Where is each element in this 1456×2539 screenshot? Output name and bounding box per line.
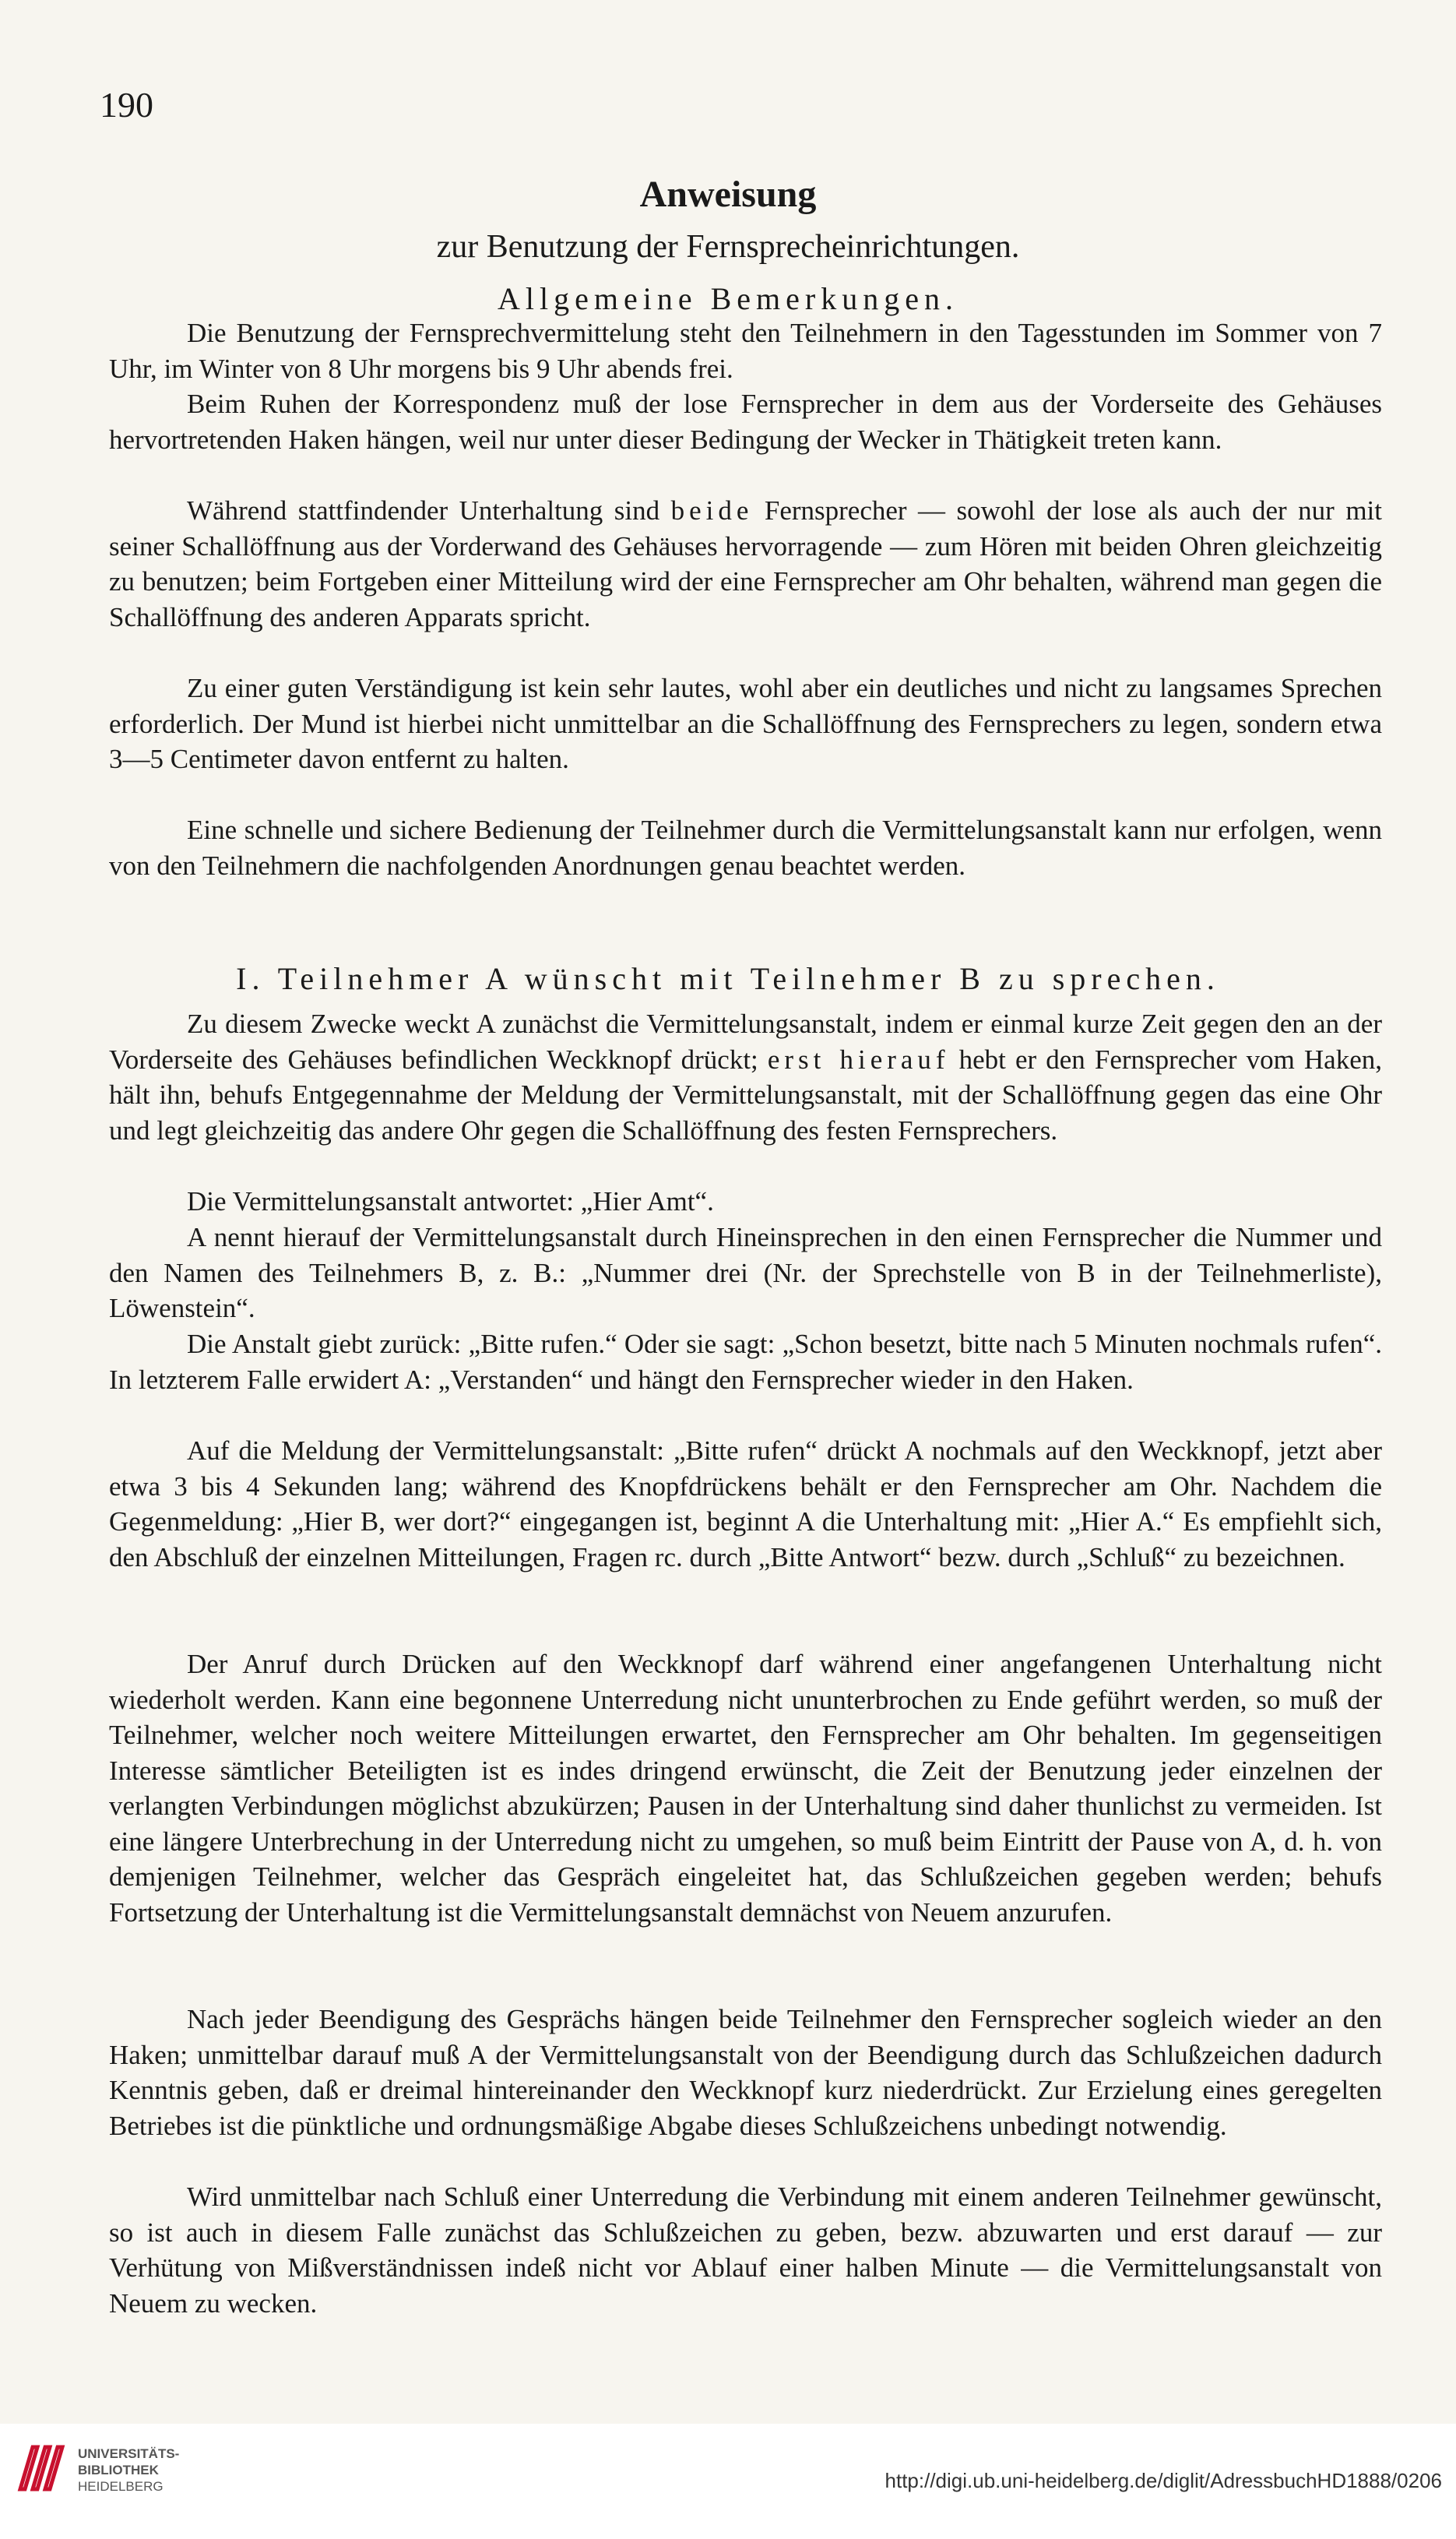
- page-number: 190: [100, 85, 153, 125]
- emphasized-text: erst hierauf: [767, 1044, 950, 1075]
- paragraph-text: Die Anstalt giebt zurück: „Bitte rufen.“ Oder sie sagt: „Schon besetzt, bitte nach 5 Minuten nochmals rufen“. In letzterem Falle erwidert A: „Verstanden“ und hängt den Fernsprecher wieder in den Haken.: [109, 1329, 1382, 1395]
- library-name: [78, 2446, 179, 2495]
- digitization-footer: [0, 2424, 1456, 2539]
- paragraph: [109, 812, 1382, 883]
- source-url-link[interactable]: http://digi.ub.uni-heidelberg.de/diglit/AdressbuchHD1888/0206: [885, 2469, 1442, 2492]
- emphasized-text: beide: [670, 495, 754, 526]
- paragraph-text: Beim Ruhen der Korrespondenz muß der lose Fernsprecher in dem aus der Vorderseite des Gehäuses hervortretenden Haken hängen, weil nur unter dieser Bedingung der Wecker in Thätigkeit treten kann.: [109, 389, 1382, 455]
- section-heading: I. Teilnehmer A wünscht mit Teilnehmer B zu sprechen.: [236, 961, 1220, 996]
- paragraph-text: Wird unmittelbar nach Schluß einer Unterredung die Verbindung mit einem anderen Teilnehmer gewünscht, so ist auch in diesem Falle zunächst das Schlußzeichen zu geben, bezw. abzuwarten und erst darauf — zur Verhütung von Mißverständnissen indeß nicht vor Ablauf einer halben Minute — die Vermittelungsanstalt von Neuem zu wecken.: [109, 2182, 1382, 2319]
- paragraph-text: Nach jeder Beendigung des Gesprächs hängen beide Teilnehmer den Fernsprecher sogleich wieder an den Haken; unmittelbar darauf muß A der Vermittelungsanstalt von der Beendigung durch das Schlußzeichen dadurch Kenntnis geben, daß er dreimal hintereinander den Weckknopf kurz niederdrückt. Zur Erzielung eines geregelten Betriebes ist die pünktliche und ordnungsmäßige Abgabe dieses Schlußzeichens unbedingt notwendig.: [109, 2004, 1382, 2141]
- paragraph-text: Die Benutzung der Fernsprechvermittelung steht den Teilnehmern in den Tagesstunden im Sommer von 7 Uhr, im Winter von 8 Uhr morgens bis 9 Uhr abends frei.: [109, 318, 1382, 384]
- paragraph: [109, 2179, 1382, 2321]
- library-name-line: HEIDELBERG: [78, 2479, 164, 2494]
- general-remarks-heading: Allgemeine Bemerkungen.: [498, 281, 958, 316]
- paragraph-text: Fernsprecher — sowohl der lose als auch der nur mit seiner Schallöffnung aus der Vorderwand des Gehäuses hervorragende — zum Hören mit beiden Ohren gleichzeitig zu benutzen; beim Fortgeben einer Mitteilung wird der eine Fernsprecher am Ohr behalten, während man gegen die Schallöffnung des anderen Apparats spricht.: [109, 495, 1382, 632]
- paragraph-text: Während stattfindender Unterhaltung sind: [187, 495, 671, 526]
- paragraph: [109, 493, 1382, 635]
- paragraph-text: Der Anruf durch Drücken auf den Weckknopf darf während einer angefangenen Unterhaltung nicht wiederholt werden. Kann eine begonnene Unterredung nicht ununterbrochen zu Ende geführt werden, so muß der Teilnehmer, welcher noch weitere Mitteilungen erwartet, den Fernsprecher am Ohr behalten. Im gegenseitigen Interesse sämtlicher Beteiligten ist es indes dringend erwünscht, die Zeit der Benutzung jeder einzelnen der verlangten Verbindungen möglichst abzukürzen; Pausen in der Unterhaltung sind daher thunlichst zu vermeiden. Ist eine längere Unterbrechung in der Unterredung nicht zu umgehen, so muß beim Eintritt der Pause von A, d. h. von demjenigen Teilnehmer, welcher das Gespräch eingeleitet hat, das Schlußzeichen gegeben werden; behufs Fortsetzung der Unterhaltung ist die Vermittelungsanstalt demnächst von Neuem anzurufen.: [109, 1649, 1382, 1928]
- paragraph-text: hebt er den Fernsprecher vom Haken, hält ihn, behufs Entgegennahme der Meldung der Vermittelungsanstalt, mit der Schallöffnung gegen das eine Ohr und legt gleichzeitig das andere Ohr gegen die Schallöffnung des festen Fernsprechers.: [109, 1044, 1383, 1146]
- paragraph: [109, 2002, 1382, 2143]
- document-title: Anweisung: [639, 174, 817, 215]
- library-name-line: BIBLIOTHEK: [78, 2463, 159, 2477]
- paragraph: [109, 1433, 1382, 1575]
- paragraph-text: Zu diesem Zwecke weckt A zunächst die Vermittelungsanstalt, indem er einmal kurze Zeit gegen den an der Vorderseite des Gehäuses befindlichen Weckknopf drückt;: [109, 1009, 1382, 1075]
- paragraph: [109, 1184, 1382, 1220]
- paragraph: [109, 671, 1382, 777]
- paragraph: [109, 1220, 1382, 1326]
- paragraph: [109, 386, 1382, 457]
- paragraph-text: Auf die Meldung der Vermittelungsanstalt: „Bitte rufen“ drückt A nochmals auf den Weckknopf, jetzt aber etwa 3 bis 4 Sekunden lang; während des Knopfdrückens behält er den Fernsprecher am Ohr. Nachdem die Gegenmeldung: „Hier B, wer dort?“ eingegangen ist, beginnt A die Unterhaltung mit: „Hier A.“ Es empfiehlt sich, den Abschluß der einzelnen Mitteilungen, Fragen rc. durch „Bitte Antwort“ bezw. durch „Schluß“ zu bezeichnen.: [109, 1435, 1382, 1572]
- paragraph-text: Die Vermittelungsanstalt antwortet: „Hier Amt“.: [187, 1186, 714, 1217]
- university-library-logo-icon: [14, 2441, 69, 2495]
- paragraph: [109, 1646, 1382, 1930]
- document-subtitle: zur Benutzung der Fernsprecheinrichtungen.: [436, 229, 1020, 265]
- paragraph-text: Zu einer guten Verständigung ist kein sehr lautes, wohl aber ein deutliches und nicht zu langsames Sprechen erforderlich. Der Mund ist hierbei nicht unmittelbar an die Schallöffnung des Fernsprechers zu legen, sondern etwa 3—5 Centimeter davon entfernt zu halten.: [109, 673, 1382, 774]
- paragraph: [109, 315, 1382, 386]
- paragraph-text: A nennt hierauf der Vermittelungsanstalt durch Hineinsprechen in den einen Fernsprecher die Nummer und den Namen des Teilnehmers B, z. B.: „Nummer drei (Nr. der Sprechstelle von B in der Teilnehmerliste), Löwenstein“.: [109, 1222, 1382, 1323]
- paragraph-text: Eine schnelle und sichere Bedienung der Teilnehmer durch die Vermittelungsanstalt kann nur erfolgen, wenn von den Teilnehmern die nachfolgenden Anordnungen genau beachtet werden.: [109, 815, 1382, 881]
- logo-strokes: [20, 2447, 62, 2489]
- library-name-line: UNIVERSITÄTS-: [78, 2446, 180, 2461]
- paragraph: [109, 1326, 1382, 1397]
- paragraph: [109, 1006, 1382, 1148]
